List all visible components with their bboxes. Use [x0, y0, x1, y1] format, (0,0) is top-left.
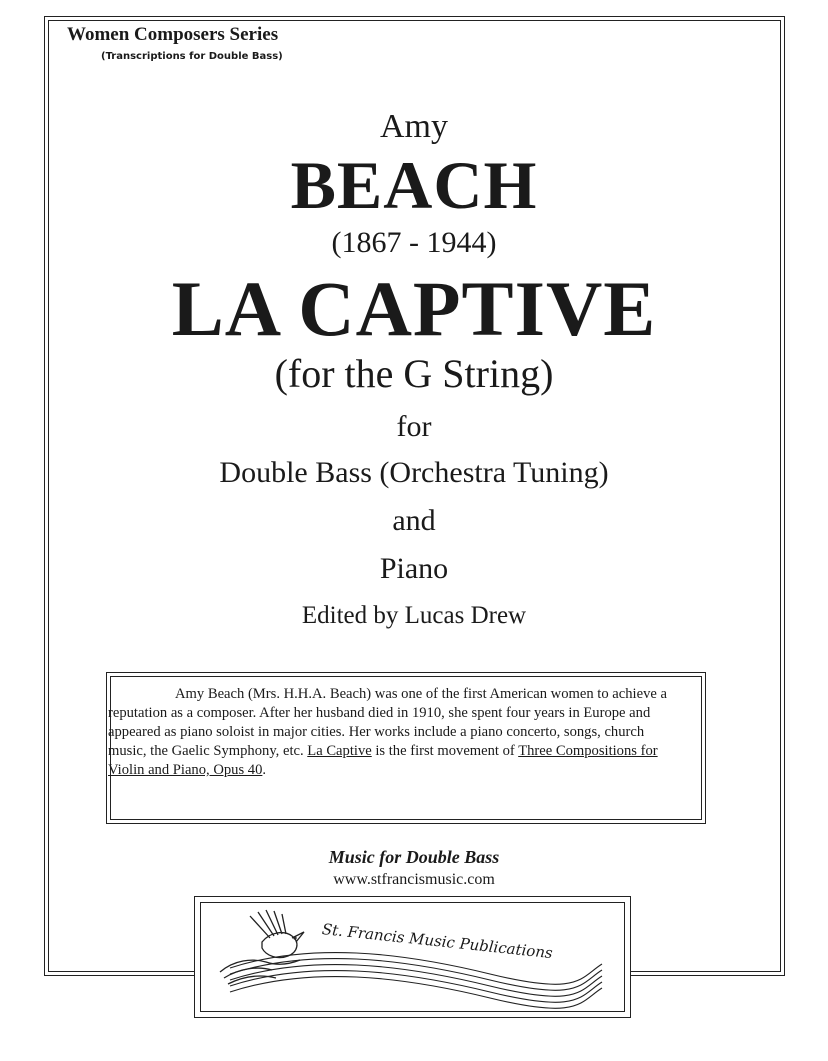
bio-part3: . — [262, 762, 267, 778]
publisher-logo — [200, 902, 623, 1010]
dove-icon — [250, 910, 304, 958]
music-for-label: Music for Double Bass — [328, 847, 500, 867]
and-label: and — [392, 504, 436, 537]
website-url: www.stfrancismusic.com — [333, 871, 495, 888]
piano-label: Piano — [379, 552, 449, 585]
bio-indent — [108, 686, 175, 702]
editor-credit: Edited by Lucas Drew — [301, 602, 527, 629]
for-label: for — [396, 410, 432, 443]
work-subtitle: (for the G String) — [274, 351, 554, 396]
composer-surname: BEACH — [290, 147, 538, 223]
work-title: LA CAPTIVE — [171, 265, 657, 352]
bio-part2: is the first movement of — [371, 743, 519, 759]
bio-link-three-compositions: Three Compositions for Violin and Piano, Opus 40 — [108, 743, 658, 778]
instrument-label: Double Bass (Orchestra Tuning) — [219, 456, 609, 489]
composer-dates: (1867 - 1944) — [331, 226, 497, 259]
composer-first-name: Amy — [380, 108, 448, 145]
series-title: Women Composers Series — [67, 24, 279, 45]
series-subtitle: (Transcriptions for Double Bass) — [101, 51, 283, 62]
publisher-logo-text: St. Francis Music Publications — [321, 920, 554, 963]
bio-link-la-captive: La Captive — [307, 743, 372, 759]
bio-text — [108, 685, 692, 780]
bio-part1: Amy Beach (Mrs. H.H.A. Beach) was one of the first American women to achieve a reputation as a composer. After her husband died in 1910, she spent four years in Europe and appeared as piano soloist in major cities. Her works include a piano concerto, songs, church music, the Gaelic Symphony, etc. — [108, 686, 667, 759]
